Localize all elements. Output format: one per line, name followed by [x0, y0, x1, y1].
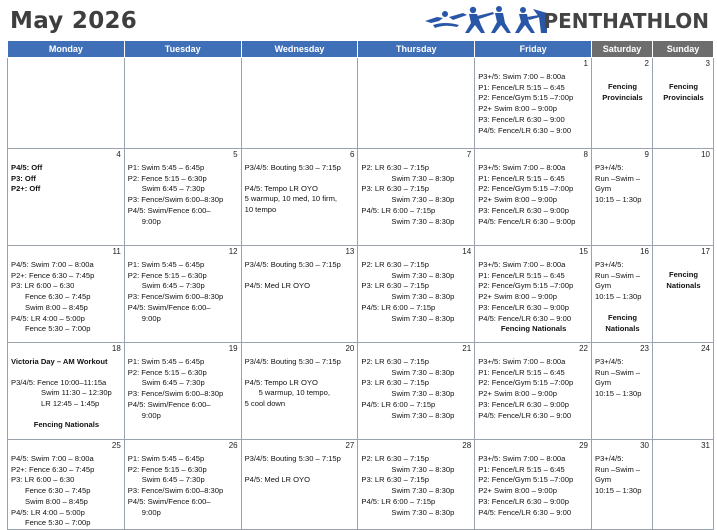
spacer [595, 72, 650, 82]
event-line: P4/5: Swim/Fence 6:00– [127, 205, 211, 215]
event-line: 5 warmup, 10 tempo, [258, 388, 330, 398]
event-line: Fencing Nationals [33, 419, 100, 429]
event-line: P3+/5: Swim 7:00 – 8:00a [478, 163, 566, 172]
day-cell[interactable] [653, 343, 714, 440]
event-line: P2: Fence 5:15 – 6:30p [127, 270, 207, 280]
event-list [358, 246, 474, 324]
event-line: Gym [595, 378, 612, 388]
calendar-header [0, 0, 717, 40]
event-line: P4/5: Swim 7:00 – 8:00a [11, 260, 94, 269]
event-line: Swim 7:30 – 8:30p [391, 292, 455, 302]
event-line: P2: Fence/Gym 5:15 –7:00p [478, 281, 574, 291]
event-line: Fence 6:30 – 7:45p [25, 292, 91, 302]
event-line: P3: LR 6:30 – 7:15p [361, 378, 429, 388]
day-number: 12 [228, 247, 238, 256]
week-row [8, 246, 714, 343]
day-number: 28 [462, 441, 472, 450]
event-line: Swim 7:30 – 8:30p [391, 216, 455, 226]
event-line: P2+ Swim 8:00 – 9:00p [478, 195, 557, 205]
event-line: P2+ Swim 8:00 – 9:00p [478, 389, 557, 399]
event-line: P4/5: Off [11, 163, 43, 172]
event-line: P3: Fence/LR 6:30 – 9:00p [478, 205, 569, 215]
event-list [125, 246, 241, 324]
event-line: P4/5: LR 6:00 – 7:15p [361, 205, 436, 215]
day-number: 24 [701, 344, 710, 353]
event-line: P4/5: LR 6:00 – 7:15p [361, 496, 436, 506]
event-line: P2+ Swim 8:00 – 9:00p [478, 292, 557, 302]
event-line: Run –Swim – [595, 270, 641, 280]
event-line: P3/4/5: Bouting 5:30 – 7:15p [244, 357, 341, 366]
day-number: 13 [345, 247, 355, 256]
event-line: LR 12:45 – 1:45p [41, 399, 100, 409]
event-line: Run –Swim – [595, 367, 641, 377]
event-line: P3: Fence/Swim 6:00–8:30p [127, 292, 224, 302]
event-line: Swim 6:45 – 7:30p [141, 475, 205, 485]
weekday-header-row [8, 41, 714, 58]
event-line: P3: Fence/Swim 6:00–8:30p [127, 389, 224, 399]
day-cell[interactable] [241, 343, 358, 440]
day-cell[interactable] [475, 246, 592, 343]
event-line: P3+/4/5: [595, 357, 624, 366]
week-row [8, 343, 714, 440]
day-cell[interactable] [653, 440, 714, 530]
day-number: 1 [583, 59, 588, 68]
event-line: P3/4/5: Bouting 5:30 – 7:15p [244, 260, 341, 269]
event-line: P1: Fence/LR 5:15 – 6:45 [478, 464, 565, 474]
event-line: Run –Swim – [595, 464, 641, 474]
event-list [592, 149, 652, 206]
event-list [358, 343, 474, 421]
event-line: P3: Fence/LR 6:30 – 9:00 [478, 114, 565, 124]
day-number: 15 [579, 247, 588, 256]
day-number: 31 [701, 441, 710, 450]
month-title: May 2026 [10, 8, 138, 34]
event-list [125, 149, 241, 227]
event-line: Fencing Nationals [500, 324, 567, 334]
day-cell[interactable] [358, 343, 475, 440]
event-line: P4/5: LR 6:00 – 7:15p [361, 302, 436, 312]
event-line: P1: Fence/LR 5:15 – 6:45 [478, 367, 565, 377]
event-line: P2: LR 6:30 – 7:15p [361, 260, 429, 269]
event-line: Fencing Nationals [666, 270, 701, 290]
event-line: Gym [595, 184, 612, 194]
event-line: P2: Fence/Gym 5:15 –7:00p [478, 93, 574, 103]
spacer [595, 303, 650, 313]
event-line: Fence 5:30 – 7:00p [25, 518, 91, 528]
event-list [592, 58, 652, 103]
event-line: P4/5: Med LR OYO [244, 474, 311, 484]
event-line: Swim 7:30 – 8:30p [391, 367, 455, 377]
day-number: 30 [640, 441, 649, 450]
weekday-header: Tuesday [124, 41, 241, 58]
event-line: P2+: Fence 6:30 – 7:45p [11, 464, 95, 474]
day-cell[interactable] [8, 246, 125, 343]
event-line: P4/5: Med LR OYO [244, 280, 311, 290]
event-line: P3+/5: Swim 7:00 – 8:00a [478, 72, 566, 81]
event-list [242, 149, 358, 216]
day-number: 26 [228, 441, 238, 450]
day-number: 16 [640, 247, 649, 256]
event-line: P3+/5: Swim 7:00 – 8:00a [478, 260, 566, 269]
day-cell[interactable] [653, 149, 714, 246]
day-cell[interactable] [592, 440, 653, 530]
day-cell[interactable] [592, 246, 653, 343]
event-list [475, 343, 591, 421]
day-number: 14 [462, 247, 472, 256]
day-cell[interactable] [475, 343, 592, 440]
event-list [8, 246, 124, 335]
event-line: P3: Off [11, 173, 36, 183]
event-line: P3+/5: Swim 7:00 – 8:00a [478, 357, 566, 366]
event-line: P1: Swim 5:45 – 6:45p [127, 357, 205, 366]
event-line: P3+/4/5: [595, 163, 624, 172]
event-line: P1: Swim 5:45 – 6:45p [127, 260, 205, 269]
event-line: P4/5: Swim/Fence 6:00– [127, 399, 211, 409]
event-list [125, 343, 241, 421]
event-line: P3: LR 6:30 – 7:15p [361, 184, 429, 194]
event-line: Swim 6:45 – 7:30p [141, 184, 205, 194]
spacer [245, 465, 356, 475]
day-number: 9 [644, 150, 649, 159]
event-line: P1: Swim 5:45 – 6:45p [127, 163, 205, 172]
event-list [475, 246, 591, 335]
event-line: P1: Fence/LR 5:15 – 6:45 [478, 270, 565, 280]
month-calendar-grid [7, 40, 714, 530]
event-line: Swim 7:30 – 8:30p [391, 389, 455, 399]
event-line: P4/5: Fence/LR 6:30 – 9:00p [478, 216, 576, 226]
event-line: Swim 7:30 – 8:30p [391, 507, 455, 517]
event-line: 9:00p [141, 216, 161, 226]
day-cell[interactable] [653, 246, 714, 343]
event-line: 10:15 – 1:30p [595, 389, 642, 399]
weekday-header: Saturday [592, 41, 653, 58]
spacer [11, 410, 122, 420]
event-line: 10:15 – 1:30p [595, 486, 642, 496]
sport-title: PENTHATHLON [543, 9, 709, 33]
event-list [8, 149, 124, 195]
day-cell[interactable] [241, 246, 358, 343]
spacer [656, 260, 711, 270]
event-line: Swim 7:30 – 8:30p [391, 173, 455, 183]
event-line: Fencing Nationals [605, 312, 640, 333]
event-line: Swim 7:30 – 8:30p [391, 195, 455, 205]
day-cell[interactable] [124, 246, 241, 343]
event-line: Fencing Provincials [602, 82, 643, 102]
event-line: P4/5: Swim 7:00 – 8:00a [11, 454, 94, 463]
event-line: P3: Fence/LR 6:30 – 9:00p [478, 399, 569, 409]
day-number: 5 [233, 150, 238, 159]
day-cell[interactable] [592, 149, 653, 246]
day-number: 22 [579, 344, 588, 353]
event-list [125, 440, 241, 518]
day-number: 23 [640, 344, 649, 353]
event-line: Gym [595, 281, 612, 291]
event-line: Swim 7:30 – 8:30p [391, 410, 455, 420]
day-number: 25 [111, 441, 121, 450]
event-line: Fence 6:30 – 7:45p [25, 486, 91, 496]
event-line: P2: Fence/Gym 5:15 –7:00p [478, 378, 574, 388]
event-list [358, 440, 474, 518]
day-number: 4 [116, 150, 121, 159]
day-number: 11 [112, 247, 121, 256]
event-line: P2+: Off [11, 184, 41, 194]
event-line: P3/4/5: Fence 10:00–11:15a [11, 377, 107, 387]
event-line: P2+ Swim 8:00 – 9:00p [478, 104, 557, 114]
day-cell[interactable] [124, 440, 241, 530]
spacer [656, 72, 711, 82]
event-line: 9:00p [141, 313, 161, 323]
day-number: 18 [111, 344, 121, 353]
event-list [475, 440, 591, 518]
event-list [242, 343, 358, 410]
event-line: Swim 6:45 – 7:30p [141, 378, 205, 388]
event-line: P3: LR 6:00 – 6:30 [11, 281, 75, 291]
event-line: P4/5: LR 4:00 – 5:00p [11, 313, 85, 323]
weekday-header: Monday [8, 41, 125, 58]
event-line: 10:15 – 1:30p [595, 292, 642, 302]
event-line: 10:15 – 1:30p [595, 195, 642, 205]
event-line: P3/4/5: Bouting 5:30 – 7:15p [244, 163, 341, 172]
event-line: Victoria Day – AM Workout [11, 357, 108, 366]
event-line: P3/4/5: Bouting 5:30 – 7:15p [244, 454, 341, 463]
day-cell[interactable] [8, 149, 125, 246]
event-line: P4/5: Swim/Fence 6:00– [127, 302, 211, 312]
event-list [242, 440, 358, 485]
event-line: P1: Swim 5:45 – 6:45p [127, 454, 205, 463]
event-line: P3: Fence/LR 6:30 – 9:00p [478, 496, 569, 506]
weekday-header: Friday [475, 41, 592, 58]
spacer [245, 271, 356, 281]
week-row [8, 149, 714, 246]
day-cell[interactable] [8, 440, 125, 530]
event-line: Swim 6:45 – 7:30p [141, 281, 205, 291]
spacer [245, 174, 356, 184]
day-number: 29 [579, 441, 588, 450]
event-line: P4/5: LR 6:00 – 7:15p [361, 399, 436, 409]
day-number: 3 [705, 59, 710, 68]
event-list [475, 58, 591, 136]
day-number: 20 [345, 344, 355, 353]
week-row [8, 440, 714, 530]
pentathlon-figures-logo-icon [423, 3, 551, 35]
event-line: P2: LR 6:30 – 7:15p [361, 163, 429, 172]
day-cell[interactable] [358, 440, 475, 530]
day-cell[interactable] [475, 440, 592, 530]
event-line: Run –Swim – [595, 173, 641, 183]
event-line: Fence 5:30 – 7:00p [25, 324, 91, 334]
spacer [11, 368, 122, 378]
event-line: Swim 7:30 – 8:30p [391, 486, 455, 496]
day-cell[interactable] [475, 58, 592, 149]
event-line: 5 warmup, 10 med, 10 firm, [244, 194, 338, 204]
event-line: P2: LR 6:30 – 7:15p [361, 357, 429, 366]
day-cell[interactable] [124, 343, 241, 440]
day-number: 6 [349, 150, 355, 159]
day-number: 21 [462, 344, 472, 353]
event-line: P3: LR 6:30 – 7:15p [361, 281, 429, 291]
spacer [245, 368, 356, 378]
event-line: P2: Fence 5:15 – 6:30p [127, 464, 207, 474]
event-line: P3: LR 6:00 – 6:30 [11, 475, 75, 485]
event-line: P2: Fence 5:15 – 6:30p [127, 367, 207, 377]
day-number: 27 [345, 441, 355, 450]
day-cell[interactable] [475, 149, 592, 246]
day-cell-empty [8, 58, 125, 149]
event-line: Swim 11:30 – 12:30p [41, 388, 112, 398]
event-list [358, 149, 474, 227]
day-cell[interactable] [592, 343, 653, 440]
day-number: 8 [583, 150, 588, 159]
event-line: 10 tempo [244, 205, 277, 215]
event-line: P2+ Swim 8:00 – 9:00p [478, 486, 557, 496]
event-line: P4/5: Tempo LR OYO [244, 377, 318, 387]
event-line: P2+: Fence 6:30 – 7:45p [11, 270, 95, 280]
day-cell[interactable] [241, 149, 358, 246]
day-cell[interactable] [592, 58, 653, 149]
day-cell[interactable] [241, 440, 358, 530]
day-cell[interactable] [358, 246, 475, 343]
event-line: 9:00p [141, 410, 161, 420]
event-line: P3+/5: Swim 7:00 – 8:00a [478, 454, 566, 463]
day-number: 2 [644, 59, 649, 68]
weekday-header: Sunday [653, 41, 714, 58]
event-line: 9:00p [141, 507, 161, 517]
day-cell-empty [241, 58, 358, 149]
event-line: P4/5: Fence/LR 6:30 – 9:00 [478, 507, 572, 517]
event-list [592, 246, 652, 334]
event-line: P3: Fence/Swim 6:00–8:30p [127, 486, 224, 496]
event-line: P3: Fence/LR 6:30 – 9:00p [478, 302, 569, 312]
weekday-header: Wednesday [241, 41, 358, 58]
event-line: P4/5: Tempo LR OYO [244, 183, 318, 193]
event-line: Fencing Provincials [663, 82, 704, 102]
event-line: 5 cool down [244, 399, 286, 409]
event-line: P2: LR 6:30 – 7:15p [361, 454, 429, 463]
event-list [242, 246, 358, 291]
event-line: Swim 7:30 – 8:30p [391, 270, 455, 280]
event-line: P4/5: LR 4:00 – 5:00p [11, 507, 85, 517]
event-list [8, 343, 124, 431]
event-line: P2: Fence/Gym 5:15 –7:00p [478, 184, 574, 194]
event-line: Swim 8:00 – 8:45p [25, 302, 88, 312]
event-list [8, 440, 124, 529]
day-cell-empty [358, 58, 475, 149]
event-line: P3+/4/5: [595, 260, 624, 269]
week-row [8, 58, 714, 149]
event-list [475, 149, 591, 227]
day-cell[interactable] [124, 149, 241, 246]
event-line: P4/5: Fence/LR 6:30 – 9:00 [478, 313, 572, 323]
event-line: P1: Fence/LR 5:15 – 6:45 [478, 173, 565, 183]
day-cell[interactable] [653, 58, 714, 149]
event-line: P3: LR 6:30 – 7:15p [361, 475, 429, 485]
day-number: 17 [701, 247, 710, 256]
event-line: Swim 7:30 – 8:30p [391, 313, 455, 323]
event-line: P4/5: Fence/LR 6:30 – 9:00 [478, 125, 572, 135]
event-line: P2: Fence/Gym 5:15 –7:00p [478, 475, 574, 485]
event-line: P4/5: Fence/LR 6:30 – 9:00 [478, 410, 572, 420]
event-line: Swim 7:30 – 8:30p [391, 464, 455, 474]
event-line: P3: Fence/Swim 6:00–8:30p [127, 195, 224, 205]
day-number: 19 [228, 344, 238, 353]
event-line: P4/5: Swim/Fence 6:00– [127, 496, 211, 506]
day-cell[interactable] [358, 149, 475, 246]
weekday-header: Thursday [358, 41, 475, 58]
event-line: P1: Fence/LR 5:15 – 6:45 [478, 82, 565, 92]
event-line: P3+/4/5: [595, 454, 624, 463]
day-number: 7 [466, 150, 472, 159]
day-cell[interactable] [8, 343, 125, 440]
event-line: P2: Fence 5:15 – 6:30p [127, 173, 207, 183]
day-cell-empty [124, 58, 241, 149]
day-number: 10 [701, 150, 710, 159]
event-line: Gym [595, 475, 612, 485]
event-list [653, 58, 713, 103]
event-line: Swim 8:00 – 8:45p [25, 496, 88, 506]
